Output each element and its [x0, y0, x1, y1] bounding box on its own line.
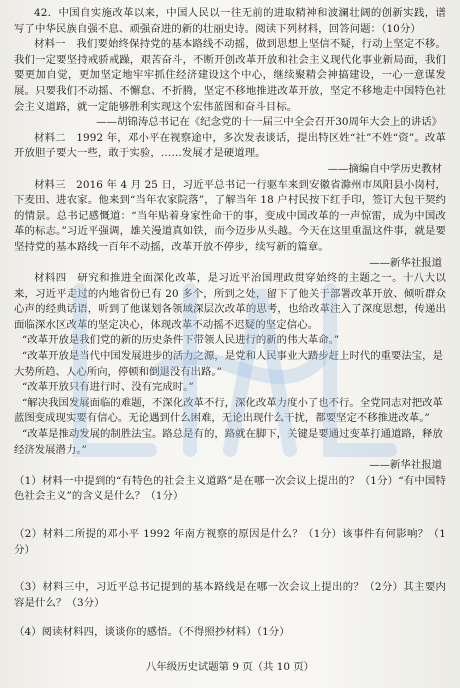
material-3-source: ——新华社报道 — [369, 256, 442, 269]
material-4-quote: “解决我国发展面临的难题，不深化改革不行，深化改革力度小了也不行。全党同志对把改革蓝图变成现实要有信心。无论遇到什么困难，无论出现什么干扰，都要坚定不移推进改革。” — [14, 396, 443, 425]
material-4-text: 材料四 研究和推进全面深化改革，是习近平治国理政贯穿始终的主题之一。十八大以来，习近平走过的内地省份已有 20 多个，所到之处，留下了他关于部署改革开放、倾听群众心声的经典话语，听到了他谋划各领域深层次改革的思考，也给改革注入了深度思想，传递出面临深水区改革的坚定决心，体现改革不动摇不迟疑的坚定信心。 — [14, 272, 446, 331]
material-2-text: 材料二 1992 年，邓小平在视察途中，多次发表谈话，提出特区姓“社”不姓“资”。改革开放胆子要大一些，敢于实验，……发展才是硬道理。 — [14, 131, 446, 160]
page-footer: 八年级历史试题第 9 页（共 10 页） — [145, 661, 315, 673]
sub-question-2: （2）材料二所提的邓小平 1992 年南方视察的原因是什么？（1分）该事件有何影响？（1分） — [14, 528, 446, 556]
material-2-source: ——摘编自中学历史教材 — [327, 162, 442, 175]
material-4-quote: “改革开放是当代中国发展进步的活力之源，是党和人民事业大踏步赶上时代的重要法宝，是大势所趋、人心所向，停顿和倒退没有出路。” — [14, 350, 443, 378]
question-stem: 42．中国自实施改革以来，中国人民以一往无前的进取精神和波澜壮阔的创新实践，谱写了中华民族自强不息、顽强奋进的新的壮丽史诗。阅读下列材料，回答问题：（10分） — [14, 7, 446, 35]
answer-space[interactable] — [14, 611, 446, 625]
answer-space[interactable] — [14, 558, 446, 580]
sub-question-4: （4）阅读材料四，谈谈你的感悟。（不得照抄材料）（1分） — [14, 626, 290, 639]
material-1-text: 材料一 我们要始终保持党的基本路线不动摇，做到思想上坚信不疑，行动上坚定不移。我们一定要坚持戒骄戒躁，艰苦奋斗，不断开创改革开放和社会主义现代化事业新局面，我们要更加自觉，更加坚定地牢牢抓住经济建设这个中心，继续聚精会神搞建设，一心一意谋发展。只要我们不动摇、不懈怠、不折腾，坚定不移地推进改革开放，坚定不移地走中国特色社会主义道路，就一定能够胜利实现这个宏伟蓝图和奋斗目标。 — [14, 38, 446, 113]
material-1-source: ——胡锦涛总书记在《纪念党的十一届三中全会召开30周年大会上的讲话》 — [96, 116, 442, 129]
material-4-quote: “改革开放是我们党的新的历史条件下带领人民进行的新的伟大革命。” — [22, 334, 340, 347]
answer-space[interactable] — [14, 505, 446, 527]
material-4-quote: “改革是推动发展的制胜法宝。路总是有的，路就在脚下，关键是要通过变革打通道路，释放经济发展潜力。” — [14, 428, 443, 456]
sub-question-3: （3）材料三中，习近平总书记提到的基本路线是在哪一次会议上提出的？（2分）其主要内容是什么？（3分） — [14, 581, 446, 609]
material-3-text: 材料三 2016 年 4 月 25 日，习近平总书记一行驱车来到安徽省滁州市凤阳县小岗村，下麦田、进农家。他来到“当年农家院落”，了解当年 18 户村民按下红手印，签订大包干契约的情景。总书记感慨道：“当年贴着身家性命干的事，变成中国改革的一声惊雷，成为中国改革的标志。”习近平强调，雄关漫道真如铁，而今迈步从头越。今天在这里重温这件事，就是要坚持党的基本路线一百年不动摇，改革开放不停步，续写新的篇章。 — [14, 178, 446, 253]
material-4-quote: “改革开放只有进行时、没有完成时。” — [22, 381, 194, 394]
sub-question-1: （1）材料一中提到的“有特色的社会主义道路”是在哪一次会议上提出的？（1分）“有中国特色社会主义”的含义是什么？（1分） — [14, 474, 446, 503]
material-4-source: ——新华社报道 — [369, 459, 442, 472]
